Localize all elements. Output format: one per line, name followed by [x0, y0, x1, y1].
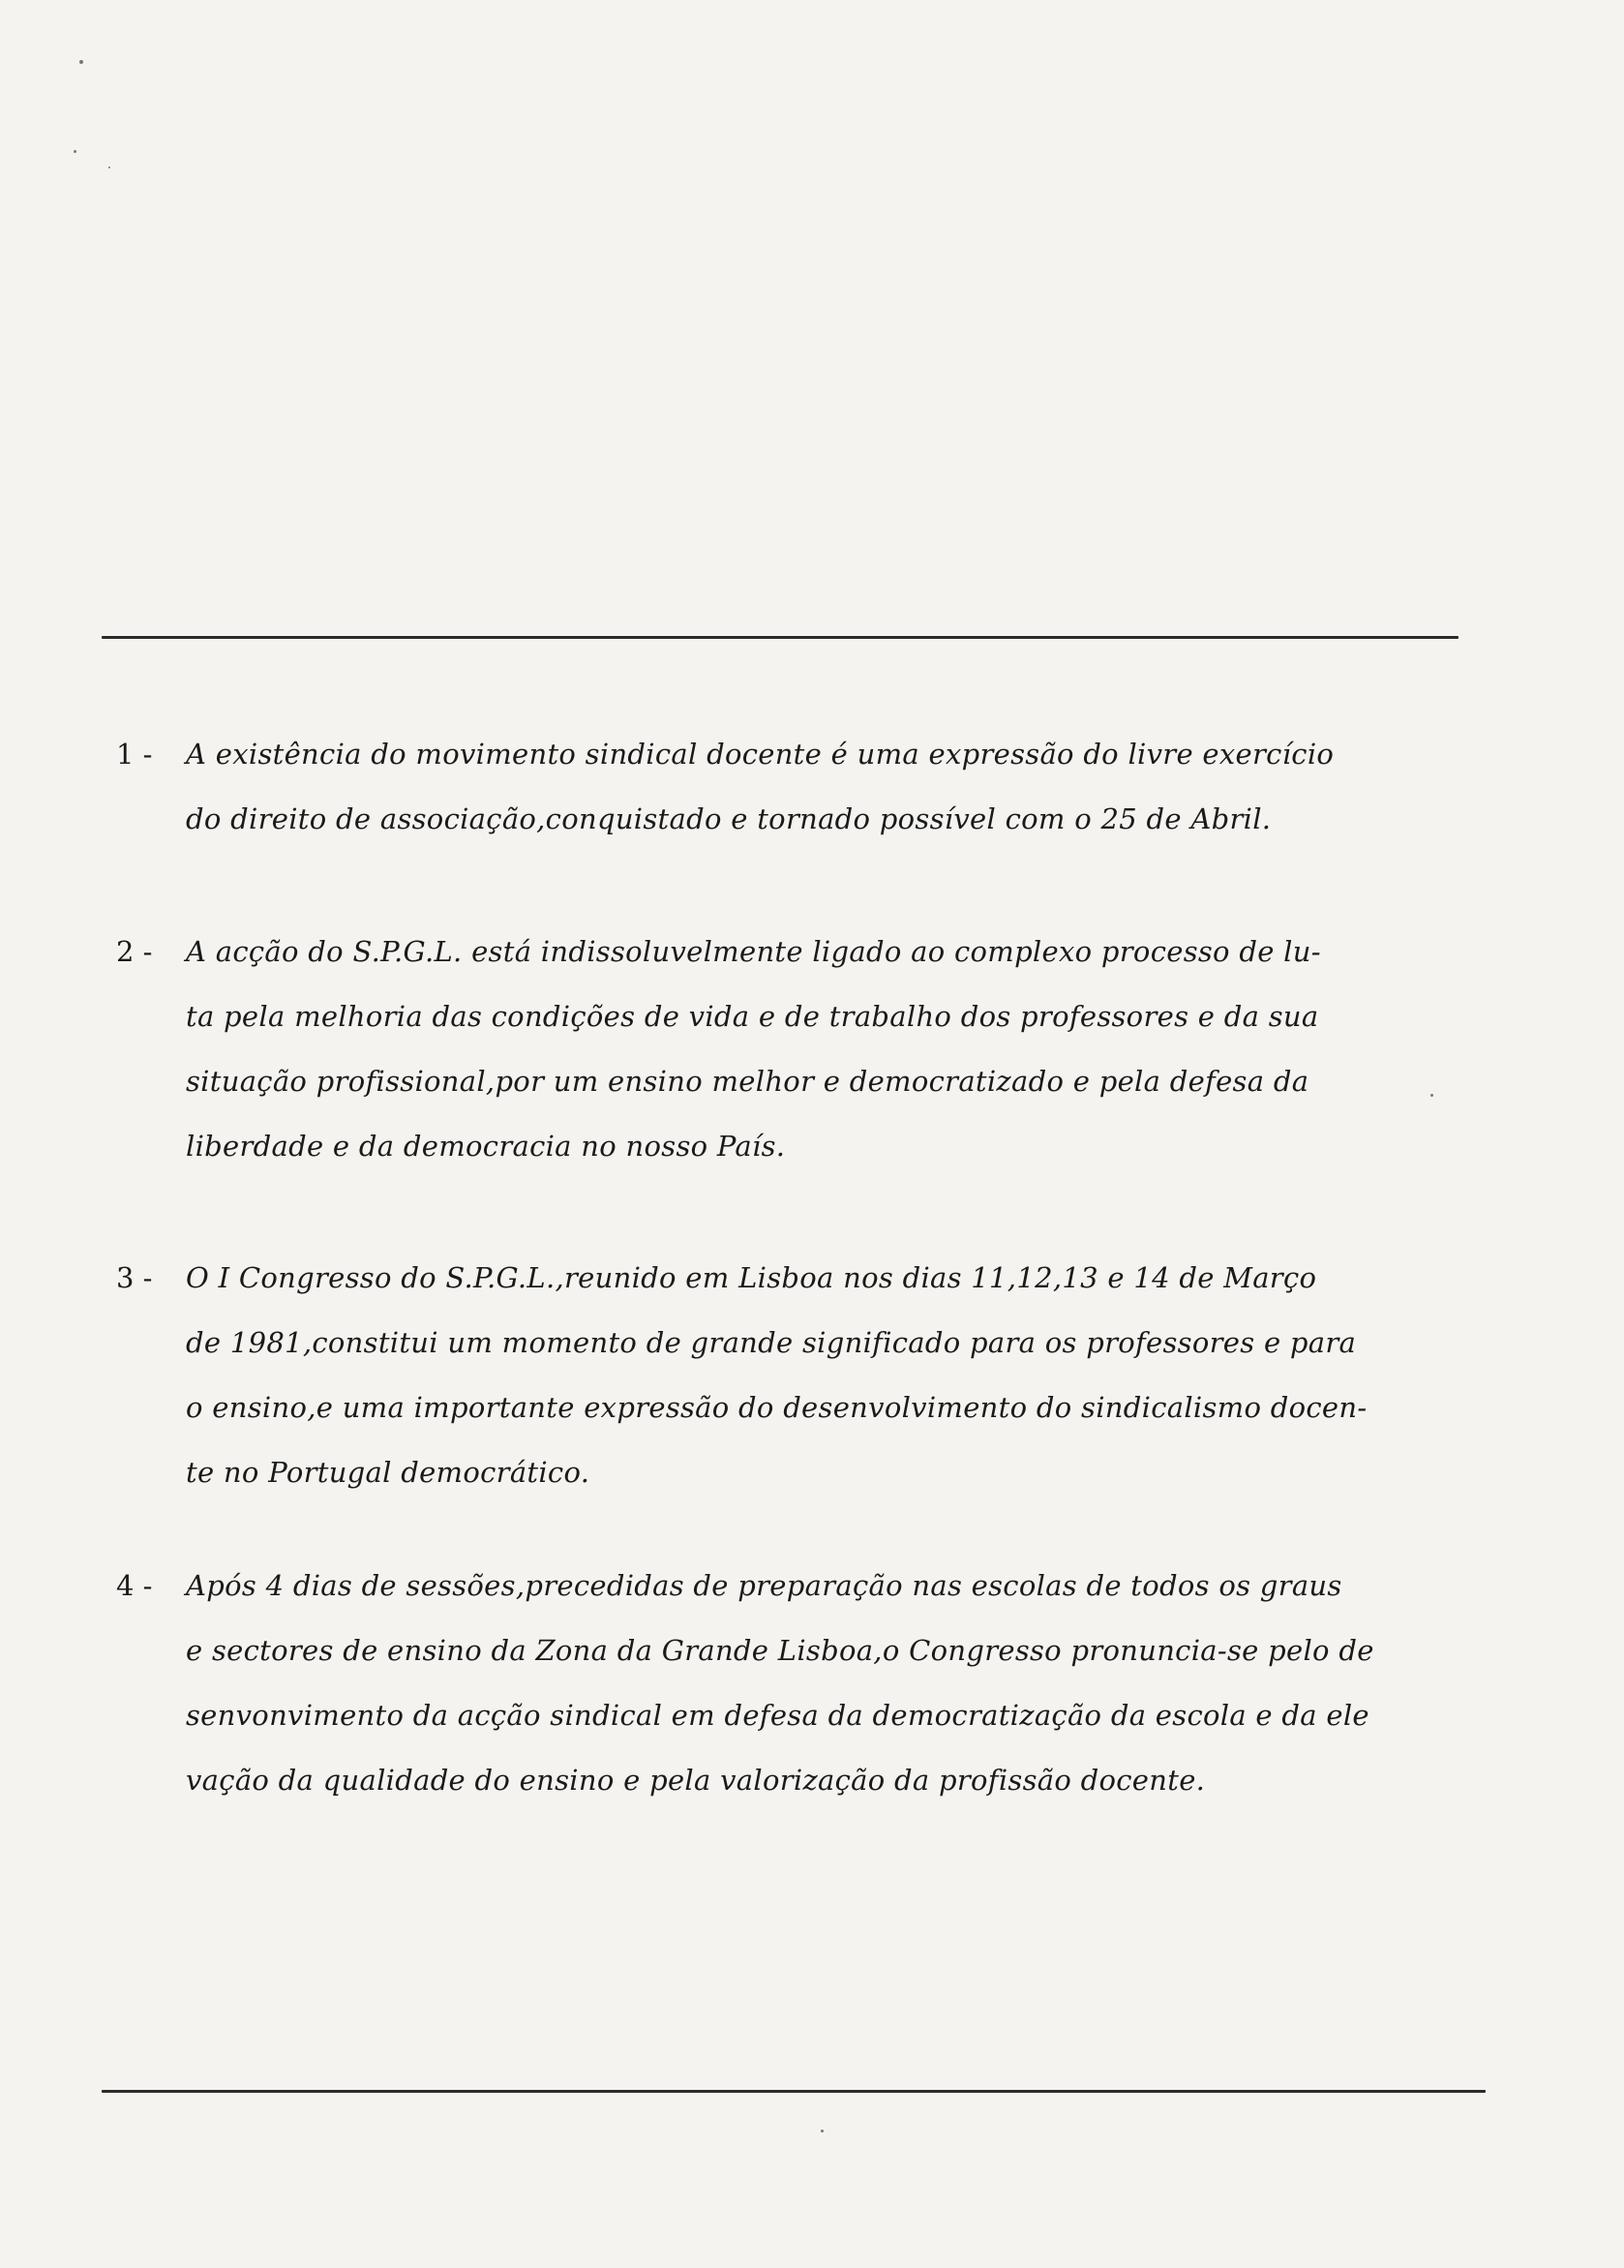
paragraph-text: vação da qualidade do ensino e pela valorização da profissão docente.: [186, 1764, 1206, 1797]
paragraph-text: te no Portugal democrático.: [186, 1456, 590, 1489]
paragraph-line: [116, 1246, 1471, 1311]
paragraph-line: [116, 722, 1471, 787]
paper-speck: [108, 166, 110, 168]
paragraph-line: [116, 920, 1471, 984]
paragraph-2: [116, 920, 1471, 1179]
paper-speck: [821, 2130, 824, 2132]
paragraph-line: [116, 1748, 1471, 1813]
paragraph-line: [116, 1440, 1471, 1505]
paragraph-text: de 1981,constitui um momento de grande significado para os professores e para: [186, 1326, 1357, 1359]
paragraph-line: [116, 1554, 1471, 1618]
paragraph-text: o ensino,e uma importante expressão do desenvolvimento do sindicalismo docen-: [186, 1391, 1368, 1424]
paper-speck: [79, 60, 83, 64]
paragraph-text: ta pela melhoria das condições de vida e de trabalho dos professores e da sua: [186, 1000, 1319, 1033]
paper-speck: [74, 150, 76, 153]
paragraph-line: [116, 1376, 1471, 1440]
paragraph-text: A acção do S.P.G.L. está indissoluvelmente ligado ao complexo processo de lu-: [186, 935, 1321, 968]
paragraph-text: O I Congresso do S.P.G.L.,reunido em Lisboa nos dias 11,12,13 e 14 de Março: [186, 1261, 1317, 1294]
paragraph-1: [116, 722, 1471, 852]
bottom-horizontal-rule: [102, 2090, 1486, 2093]
paragraph-line: [116, 984, 1471, 1049]
paragraph-text: do direito de associação,conquistado e tornado possível com o 25 de Abril.: [186, 802, 1272, 835]
paragraph-line: [116, 1618, 1471, 1683]
paragraph-text: A existência do movimento sindical docente é uma expressão do livre exercício: [186, 738, 1335, 771]
paragraph-number: 3 -: [116, 1261, 153, 1294]
paragraph-line: [116, 787, 1471, 852]
paragraph-line: [116, 1049, 1471, 1114]
paragraph-number: 1 -: [116, 738, 153, 771]
top-horizontal-rule: [102, 636, 1459, 639]
paragraph-3: [116, 1246, 1471, 1505]
paragraph-text: senvonvimento da acção sindical em defesa da democratização da escola e da ele: [186, 1699, 1369, 1732]
paragraph-number: 4 -: [116, 1569, 153, 1602]
paragraph-text: Após 4 dias de sessões,precedidas de preparação nas escolas de todos os graus: [186, 1569, 1342, 1602]
paragraph-number: 2 -: [116, 935, 153, 968]
paragraph-line: [116, 1683, 1471, 1748]
paragraph-line: [116, 1311, 1471, 1376]
paragraph-4: [116, 1554, 1471, 1813]
paragraph-text: liberdade e da democracia no nosso País.: [186, 1130, 786, 1163]
paragraph-text: situação profissional,por um ensino melhor e democratizado e pela defesa da: [186, 1065, 1309, 1098]
paragraph-text: e sectores de ensino da Zona da Grande Lisboa,o Congresso pronuncia-se pelo de: [186, 1634, 1374, 1667]
paragraph-line: [116, 1114, 1471, 1179]
